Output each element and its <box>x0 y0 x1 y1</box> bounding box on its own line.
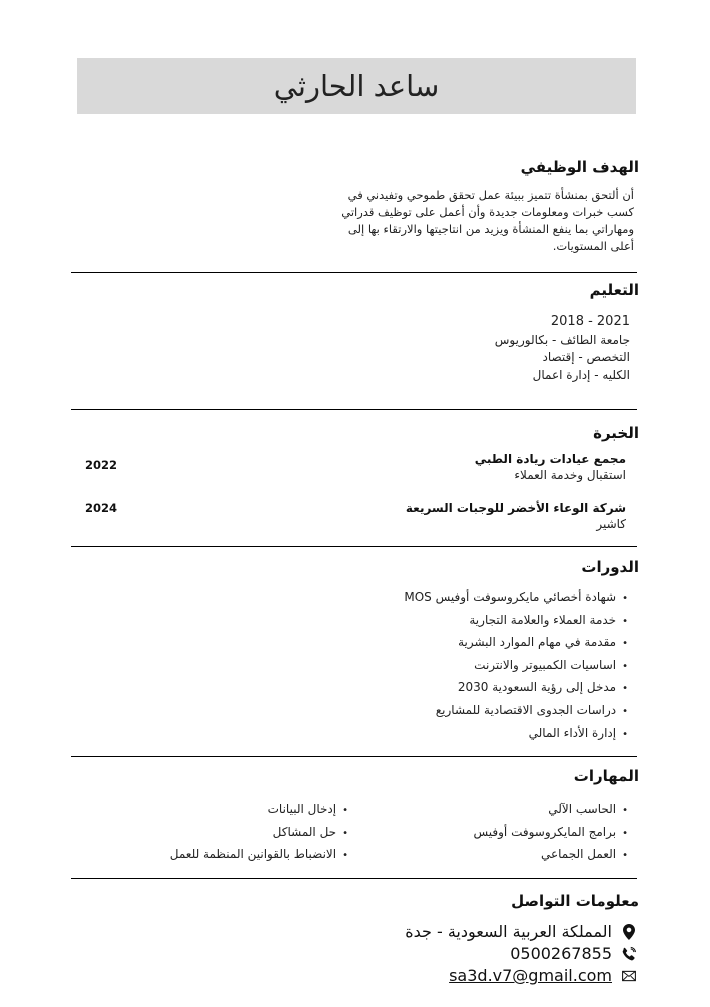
experience-year: 2024 <box>85 501 118 515</box>
divider <box>71 272 637 273</box>
candidate-name: ساعد الحارثي <box>273 69 440 103</box>
skill-item: • برامج المايكروسوفت أوفيس <box>473 821 628 844</box>
experience-company: شركة الوعاء الأخضر للوجبات السريعة <box>405 501 626 515</box>
skill-item: • العمل الجماعي <box>473 843 628 866</box>
contact-email <box>449 966 636 985</box>
name-header <box>77 58 636 114</box>
contact-title: معلومات التواصل <box>511 892 639 910</box>
location-text: المملكة العربية السعودية - جدة <box>405 922 612 941</box>
course-item: • إدارة الأداء المالي <box>404 722 628 745</box>
divider <box>71 546 637 547</box>
course-item: • دراسات الجدوى الاقتصادية للمشاريع <box>404 699 628 722</box>
map-pin-icon <box>622 924 636 940</box>
education-major: التخصص - إقتصاد <box>542 350 630 364</box>
objective-line: ومهاراتي بما ينفع المنشأة ويزيد من انتاجيتها والارتقاء بها إلى <box>347 222 634 236</box>
divider <box>71 756 637 757</box>
phone-text: 0500267855 <box>510 944 612 963</box>
skill-item: • الحاسب الآلي <box>473 798 628 821</box>
education-college: الكليه - إدارة اعمال <box>532 368 630 382</box>
experience-role: كاشير <box>596 517 626 531</box>
contact-phone <box>510 944 636 963</box>
skill-item: • الانضباط بالقوانين المنظمة للعمل <box>186 843 348 866</box>
skills-list-right <box>473 798 628 866</box>
skill-item: • حل المشاكل <box>186 821 348 844</box>
objective-line: أعلى المستويات. <box>552 239 634 253</box>
course-item: • اساسيات الكمبيوتر والانترنت <box>404 654 628 677</box>
courses-title: الدورات <box>581 558 639 576</box>
objective-title: الهدف الوظيفي <box>520 158 639 176</box>
course-item: • مدخل إلى رؤية السعودية 2030 <box>404 676 628 699</box>
phone-icon <box>622 946 636 962</box>
objective-line: كسب خبرات ومعلومات جديدة وأن أعمل على توظيف قدراتي <box>341 205 634 219</box>
experience-company: مجمع عيادات ريادة الطبي <box>474 452 626 466</box>
email-link[interactable]: sa3d.v7@gmail.com <box>449 966 612 985</box>
experience-role: استقبال وخدمة العملاء <box>514 468 626 482</box>
education-years: 2018 - 2021 <box>550 314 630 329</box>
experience-title: الخبرة <box>593 424 639 442</box>
education-title: التعليم <box>589 281 639 299</box>
objective-line: أن ألتحق بمنشأة تتميز ببيئة عمل تحقق طموحي وتفيدني في <box>347 188 634 202</box>
divider <box>71 878 637 879</box>
course-item: • خدمة العملاء والعلامة التجارية <box>404 609 628 632</box>
objective-text <box>334 187 634 255</box>
education-university: جامعة الطائف - بكالوريوس <box>494 333 630 347</box>
experience-year: 2022 <box>85 458 118 472</box>
courses-list <box>404 586 628 744</box>
course-item: • شهادة أخصائي مايكروسوفت أوفيس MOS <box>404 586 628 609</box>
divider <box>71 409 637 410</box>
skill-item: • إدخال البيانات <box>186 798 348 821</box>
skills-list-left <box>169 798 348 866</box>
envelope-icon <box>622 968 636 984</box>
course-item: • مقدمة في مهام الموارد البشرية <box>404 631 628 654</box>
contact-location <box>405 922 636 941</box>
skills-title: المهارات <box>573 767 639 785</box>
